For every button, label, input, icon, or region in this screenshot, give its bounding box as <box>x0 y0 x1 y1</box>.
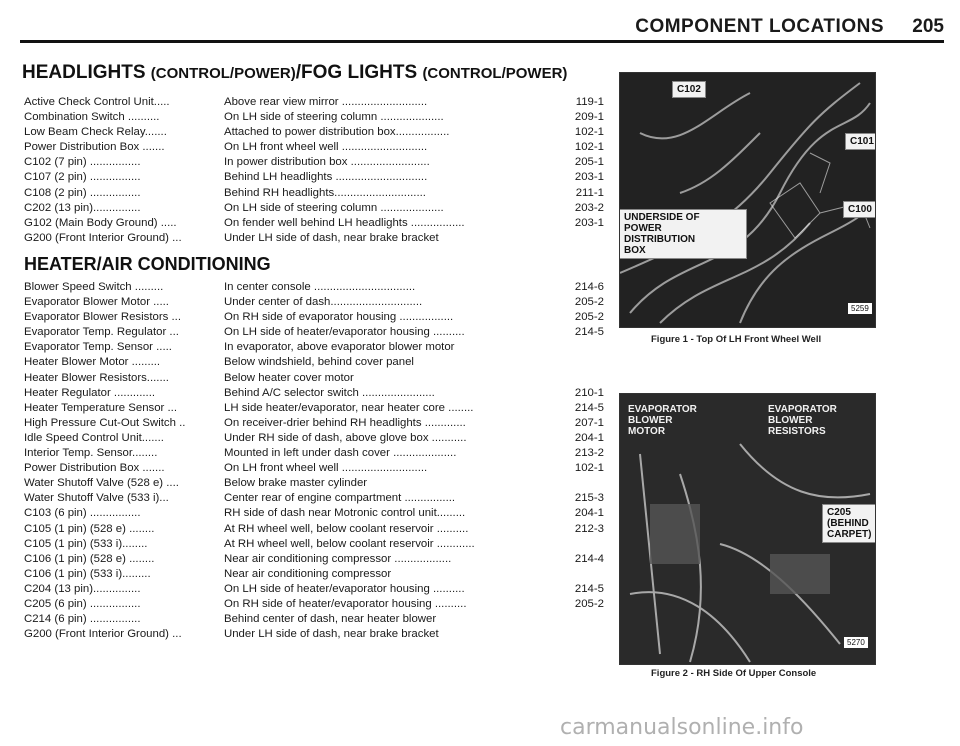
figure-2-photo <box>619 393 876 665</box>
figure-reference: 214-4 <box>574 552 604 565</box>
figure-1-photo <box>619 72 876 328</box>
component-name: Power Distribution Box ....... <box>24 462 165 475</box>
component-row <box>24 355 604 370</box>
component-name: G102 (Main Body Ground) ..... <box>24 216 177 229</box>
component-name: C214 (6 pin) ................ <box>24 613 141 626</box>
figure-reference: 205-1 <box>574 156 604 169</box>
page-number: 205 <box>912 16 944 37</box>
component-row <box>24 155 604 170</box>
component-name: C202 (13 pin)............... <box>24 201 141 214</box>
component-row <box>24 186 604 201</box>
component-row <box>24 231 604 246</box>
component-location: Near air conditioning compressor .................. <box>224 552 452 565</box>
photo-code: 5270 <box>844 637 868 648</box>
figure-reference: 215-3 <box>574 492 604 505</box>
component-name: Combination Switch .......... <box>24 111 160 124</box>
figure-reference: 203-1 <box>574 171 604 184</box>
figure-reference: 205-2 <box>574 597 604 610</box>
component-row <box>24 280 604 295</box>
figure-reference: 203-1 <box>574 216 604 229</box>
component-location: On LH side of steering column .................... <box>224 201 444 214</box>
component-name: C103 (6 pin) ................ <box>24 507 141 520</box>
component-name: C105 (1 pin) (528 e) ........ <box>24 522 155 535</box>
component-name: Low Beam Check Relay....... <box>24 126 167 139</box>
component-location: Mounted in left under dash cover .................... <box>224 447 457 460</box>
heater-table <box>24 280 604 642</box>
component-row <box>24 340 604 355</box>
component-location: Behind center of dash, near heater blower <box>224 613 437 626</box>
figure-reference: 213-2 <box>574 447 604 460</box>
heater-heading: HEATER/AIR CONDITIONING <box>24 254 271 274</box>
component-location: RH side of dash near Motronic control unit......... <box>224 507 466 520</box>
page-header <box>20 14 944 43</box>
component-name: C107 (2 pin) ................ <box>24 171 141 184</box>
figure-reference: 214-5 <box>574 582 604 595</box>
component-location: In center console ................................ <box>224 281 416 293</box>
figure-reference <box>554 537 604 552</box>
component-name: Heater Blower Resistors....... <box>24 371 169 384</box>
component-name: Heater Regulator ............. <box>24 386 156 399</box>
figure-reference: 214-5 <box>574 326 604 339</box>
component-name: Interior Temp. Sensor........ <box>24 447 158 460</box>
figure-reference <box>554 627 604 642</box>
component-name: G200 (Front Interior Ground) ... <box>24 628 182 641</box>
component-name: C105 (1 pin) (533 i)........ <box>24 537 148 550</box>
page-section-title: COMPONENT LOCATIONS <box>635 16 884 37</box>
figure-1-caption: Figure 1 - Top Of LH Front Wheel Well <box>651 334 822 345</box>
component-name: High Pressure Cut-Out Switch .. <box>24 416 186 429</box>
figure-reference: 214-5 <box>574 401 604 414</box>
component-location: Behind A/C selector switch ....................... <box>224 386 435 399</box>
component-location: Near air conditioning compressor <box>224 567 392 580</box>
component-row <box>24 295 604 310</box>
figure-reference: 205-2 <box>574 296 604 309</box>
component-row <box>24 612 604 627</box>
figure-reference: 119-1 <box>575 96 604 108</box>
label-c100: C100 <box>843 201 876 218</box>
component-name: G200 (Front Interior Ground) ... <box>24 231 182 244</box>
figure-reference <box>554 612 604 627</box>
figure-reference <box>554 355 604 370</box>
label-evaporator-blower-motor: EVAPORATOR BLOWER MOTOR <box>628 404 697 437</box>
label-c101: C101 <box>845 133 876 150</box>
figure-reference: 207-1 <box>574 416 604 429</box>
figure-reference: 211-1 <box>575 186 604 199</box>
component-name: Evaporator Blower Motor ..... <box>24 296 169 309</box>
component-row <box>24 401 604 416</box>
label-c205: C205 (BEHIND CARPET) <box>822 504 876 543</box>
component-location: On LH front wheel well ........................... <box>224 462 428 475</box>
component-name: Water Shutoff Valve (528 e) .... <box>24 477 179 490</box>
component-name: Blower Speed Switch ......... <box>24 281 164 293</box>
component-row <box>24 386 604 401</box>
headlights-heading: HEADLIGHTS (CONTROL/POWER)/FOG LIGHTS (CONTROL/POWER) <box>22 62 568 83</box>
headlights-table <box>24 95 604 246</box>
component-row <box>24 325 604 340</box>
component-location: On fender well behind LH headlights ................. <box>224 216 465 229</box>
component-location: LH side heater/evaporator, near heater core ........ <box>224 401 474 414</box>
component-location: Attached to power distribution box................. <box>224 126 450 139</box>
component-row <box>24 95 604 110</box>
component-location: Center rear of engine compartment ................ <box>224 492 456 505</box>
component-name: Evaporator Temp. Regulator ... <box>24 326 179 339</box>
component-row <box>24 461 604 476</box>
component-location: Under LH side of dash, near brake bracket <box>224 231 439 244</box>
component-location: Below brake master cylinder <box>224 477 368 490</box>
component-row <box>24 597 604 612</box>
component-location: On RH side of evaporator housing ................. <box>224 311 454 324</box>
component-location: Above rear view mirror ........................... <box>224 96 428 108</box>
component-name: C106 (1 pin) (533 i)......... <box>24 567 151 580</box>
component-location: Behind RH headlights............................. <box>224 186 426 199</box>
component-name: Evaporator Blower Resistors ... <box>24 311 181 324</box>
component-name: C108 (2 pin) ................ <box>24 186 141 199</box>
component-location: On LH side of steering column .................... <box>224 111 444 124</box>
component-location: Behind LH headlights ............................. <box>224 171 428 184</box>
component-location: On RH side of heater/evaporator housing .......... <box>224 597 467 610</box>
figure-reference: 205-2 <box>574 311 604 324</box>
component-location: In power distribution box ......................... <box>224 156 430 169</box>
component-location: Under LH side of dash, near brake bracket <box>224 628 439 641</box>
component-row <box>24 627 604 642</box>
figure-reference: 102-1 <box>574 126 604 139</box>
figure-reference: 210-1 <box>574 386 604 399</box>
component-location: At RH wheel well, below coolant reservoir ............ <box>224 537 475 550</box>
component-name: C102 (7 pin) ................ <box>24 156 141 169</box>
component-location: On LH side of heater/evaporator housing .......... <box>224 582 465 595</box>
label-underside-power-distribution-box: UNDERSIDE OF POWER DISTRIBUTION BOX <box>619 209 747 259</box>
component-row <box>24 371 604 386</box>
component-row <box>24 216 604 231</box>
component-row <box>24 522 604 537</box>
component-row <box>24 140 604 155</box>
component-row <box>24 125 604 140</box>
component-location: At RH wheel well, below coolant reservoir .......... <box>224 522 469 535</box>
component-name: Heater Temperature Sensor ... <box>24 401 178 414</box>
figure-reference <box>554 340 604 355</box>
figure-reference: 209-1 <box>574 111 604 124</box>
component-row <box>24 567 604 582</box>
component-row <box>24 446 604 461</box>
component-location: Under center of dash............................. <box>224 296 423 309</box>
figure-reference: 203-2 <box>574 201 604 214</box>
figure-reference <box>554 231 604 246</box>
component-location: Below windshield, behind cover panel <box>224 356 414 369</box>
component-name: Active Check Control Unit..... <box>24 96 170 108</box>
component-name: C204 (13 pin)............... <box>24 582 141 595</box>
label-evaporator-blower-resistors: EVAPORATOR BLOWER RESISTORS <box>768 404 837 437</box>
component-location: Below heater cover motor <box>224 371 354 384</box>
component-name: Idle Speed Control Unit....... <box>24 431 164 444</box>
figure-reference <box>554 567 604 582</box>
component-name: Heater Blower Motor ......... <box>24 356 161 369</box>
figure-reference <box>554 476 604 491</box>
wiring-photo-illustration <box>620 73 875 327</box>
figure-reference: 204-1 <box>574 431 604 444</box>
component-row <box>24 416 604 431</box>
component-row <box>24 506 604 521</box>
component-location: Under RH side of dash, above glove box ........... <box>224 431 467 444</box>
component-row <box>24 476 604 491</box>
component-location: In evaporator, above evaporator blower motor <box>224 341 455 354</box>
component-name: Evaporator Temp. Sensor ..... <box>24 341 172 354</box>
photo-code: 5259 <box>848 303 872 314</box>
component-location: On LH front wheel well ........................... <box>224 141 428 154</box>
component-name: Water Shutoff Valve (533 i)... <box>24 492 169 505</box>
component-row <box>24 310 604 325</box>
label-c102: C102 <box>672 81 706 98</box>
component-row <box>24 110 604 125</box>
component-location: On LH side of heater/evaporator housing .......... <box>224 326 465 339</box>
component-name: Power Distribution Box ....... <box>24 141 165 154</box>
figure-reference: 204-1 <box>574 507 604 520</box>
figure-reference: 214-6 <box>574 281 604 293</box>
component-row <box>24 491 604 506</box>
component-row <box>24 170 604 185</box>
component-row <box>24 582 604 597</box>
watermark: carmanualsonline.info <box>560 715 804 740</box>
figure-2-caption: Figure 2 - RH Side Of Upper Console <box>651 668 817 679</box>
figure-reference <box>554 371 604 386</box>
component-row <box>24 431 604 446</box>
component-row <box>24 537 604 552</box>
component-row <box>24 201 604 216</box>
component-row <box>24 552 604 567</box>
figure-reference: 102-1 <box>574 462 604 475</box>
component-name: C205 (6 pin) ................ <box>24 597 141 610</box>
component-location: On receiver-drier behind RH headlights ............. <box>224 416 466 429</box>
component-name: C106 (1 pin) (528 e) ........ <box>24 552 155 565</box>
figure-reference: 212-3 <box>574 522 604 535</box>
figure-reference: 102-1 <box>574 141 604 154</box>
